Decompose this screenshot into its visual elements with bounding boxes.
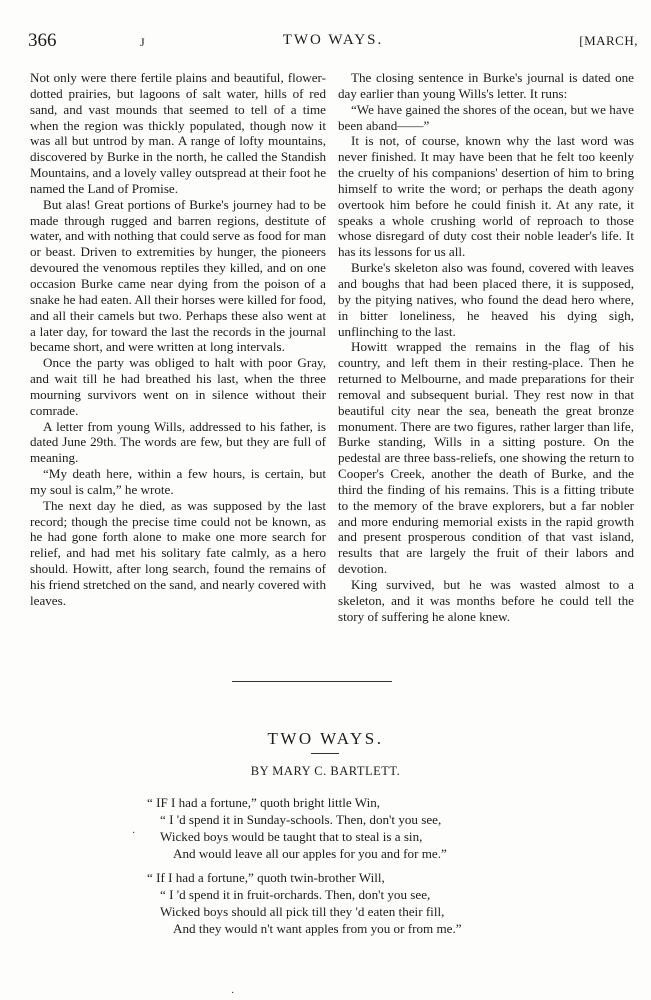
paragraph: “My death here, within a few hours, is certain, but my soul is calm,” he wrote. [30,466,326,497]
section-divider [232,681,392,682]
paragraph: King survived, but he was wasted almost to a skeleton, and it was months before he could tell the story of suffering he alone knew. [338,577,634,624]
poem-line: And they would n't want apples from you or from me.” [173,921,462,936]
paragraph: Howitt wrapped the remains in the flag of his country, and left them in their resting-place. Then he returned to Melbourne, and made preparations for their removal and subsequent burial. They rest now in that beautiful city near the sea, beneath the great bronze monument. There are two figures, rather larger than life, Burke standing, Wills in a sitting posture. On the pedestal are three bass-reliefs, one showing the return to Cooper's Creek, another the death of Burke, and the third the finding of his remains. This is a fitting tribute to the memory of the brave explorers, but a far nobler and more enduring memorial exists in the rapid growth and present prosperous condition of that vast island, results that are largely the fruit of their labors and devotion. [338,339,634,577]
poem-line: “ IF I had a fortune,” quoth bright little Win, [147,795,381,810]
poem-line: “ I 'd spend it in fruit-orchards. Then, don't you see, [160,887,431,902]
poem-line: Wicked boys should all pick till they 'd eaten their fill, [160,904,445,919]
paragraph: The next day he died, as was supposed by the last record; though the precise time could not be known, as he had gone forth alone to make one more search for relief, and had met his solitary fate calmly, as a hero should. Howitt, after long search, found the remains of his friend stretched on the sand, and nearly covered with leaves. [30,497,326,608]
poem-line: “ I 'd spend it in Sunday-schools. Then, don't you see, [160,812,442,827]
page-number: 366 [28,30,57,51]
paragraph: A letter from young Wills, addressed to his father, is dated June 29th. The words are few, but they are full of meaning. [30,418,326,466]
page-header [28,30,638,54]
paragraph: It is not, of course, known why the last word was never finished. It may have been that he felt too keenly the cruelty of his companions' desertion of him to bring himself to write the word; or perhaps the death agony overtook him before he could finish it. At any rate, it speaks a whole crushing world of reproach to those whose disregard of duty cost their noble leader's life. It has its lessons for us all. [338,133,634,260]
paragraph: Once the party was obliged to halt with poor Gray, and wait till he had breathed his last, when the three mourning survivors went on in silence without their comrade. [30,355,326,418]
poem-byline: BY MARY C. BARTLETT. [250,764,401,778]
issue-month: [MARCH, [579,33,638,48]
left-column [30,70,326,609]
poem-line: Wicked boys would be taught that to steal is a sin, [160,829,423,844]
poem-line: “ If I had a fortune,” quoth twin-brother Will, [147,870,385,885]
paragraph: Burke's skeleton also was found, covered with leaves and boughs that had been placed there, it is supposed, by the pitying natives, who found the dead hero where, in bitter loneliness, he heaved his dying sigh, unflinching to the last. [338,260,634,339]
poem-title: TWO WAYS. [267,729,384,748]
title-rule [311,753,339,754]
quotation: “We have gained the shores of the ocean, but we have been aband——” [338,101,634,133]
paragraph: Not only were there fertile plains and beautiful, flower-dotted prairies, but lagoons of salt water, hills of red sand, and vast mounds that seemed to tell of a time when the region was thickly populated, though now it was all but untrod by man. A range of lofty mountains, discovered by Burke in the north, he called the Standish Mountains, and a lovely valley outspread at their foot he named the Land of Promise. [30,70,326,196]
right-column [338,70,634,625]
print-speck: · [231,988,235,999]
print-speck: · [132,828,136,839]
running-title: TWO WAYS. [282,32,384,48]
paragraph: But alas! Great portions of Burke's journey had to be made through rugged and barren regions, destitute of water, and with nothing that could serve as food for man or beast. Driven to extremities by hunger, the pioneers devoured the venomous reptiles they killed, and on one occasion Burke came near dying from the poison of a snake he had eaten. All their horses were killed for food, and all their camels but two. Perhaps these also went at a later day, for toward the last the records in the journal became short, and were written at long intervals. [30,196,326,355]
paragraph: The closing sentence in Burke's journal is dated one day earlier than young Wills's letter. It runs: [338,70,634,101]
poem-line: And would leave all our apples for you and for me.” [173,846,447,861]
printer-mark: J [140,35,145,49]
